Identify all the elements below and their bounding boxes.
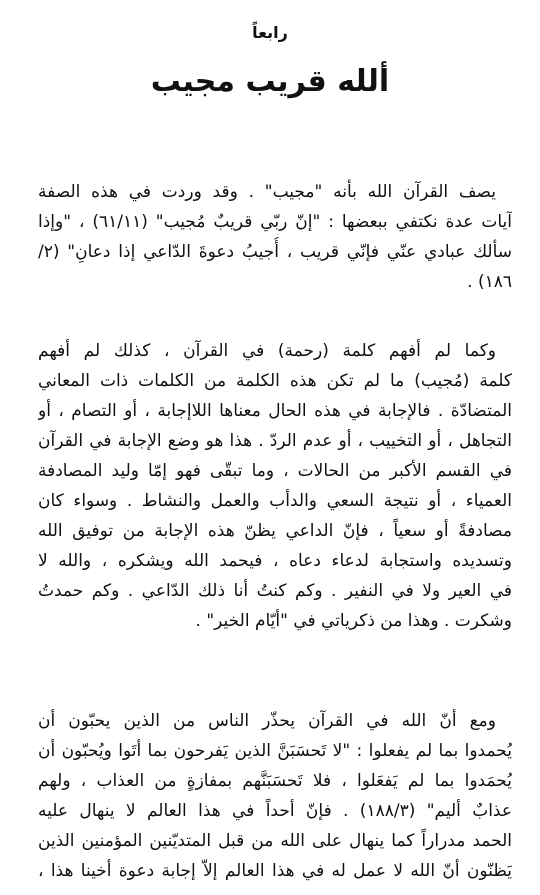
text-line: ومع أنّ الله في القرآن يحذّر الناس من الذين يحبّون أن (38, 711, 496, 731)
text-line: في القسم الأكبر من الحالات ، وما تبقّى فهو إمّا وليد المصادفة (38, 461, 512, 481)
text-line: وشكرت . وهذا من ذكرياتي في "أيّام الخير" . (195, 611, 512, 631)
text-line: وكما لم أفهم كلمة (رحمة) في القرآن ، كذلك لم أفهم (38, 341, 496, 361)
paragraph-2 (38, 336, 512, 636)
text-line: يُحمَدوا بما لم يَفعَلوا ، فلا تَحسَبَنَّهم بمفازةٍ من العذاب ، ولهم (38, 771, 512, 791)
text-line: ١٨٦) . (467, 272, 512, 292)
text-line: يُحمدوا بما لم يفعلوا : "لا تَحسَبَنَّ الذين يَفرحون بما أتَوا ويُحبّون أن (38, 741, 512, 761)
text-line: العمياء ، أو نتيجة السعي والدأب والعمل والنشاط . وسواء كان (38, 491, 512, 511)
chapter-title: ألله قريب مجيب (150, 64, 390, 99)
text-line: كلمة (مُجيب) ما لم تكن هذه الكلمة من الكلمات ذات المعاني (38, 371, 512, 391)
text-line: آيات عدة نكتفي ببعضها : "إنّ ربّي قريبٌ مُجيب" (٦١/١١) ، "وإذا (38, 212, 512, 232)
text-line: وتسديده واستجابة لدعاء دعاه ، فيحمد الله ويشكره ، والله لا (38, 551, 512, 571)
text-line: يصف القرآن الله بأنه "مجيب" . وقد وردت في هذه الصفة (38, 182, 496, 202)
text-line: سألك عبادي عنّي فإنّي قريب ، أُجيبُ دعوةَ الدّاعي إذا دعانِ" (٢/ (38, 242, 512, 262)
chapter-label: رابعاً (252, 23, 288, 42)
paragraph-3 (38, 706, 512, 886)
text-line: المتضادّة . فالإجابة في هذه الحال معناها اللاإجابة ، أو التصام ، أو (38, 401, 512, 421)
text-line: التجاهل ، أو التخييب ، أو عدم الردّ . هذا هو وضع الإجابة في القرآن (38, 431, 512, 451)
text-line: في العير ولا في النفير . وكم كنتُ أنا ذلك الدّاعي . وكم حمدتُ (38, 581, 512, 601)
text-line: عذابٌ أليم" (١٨٨/٣) . فإنّ أحداً في هذا العالم لا ينهال عليه (38, 801, 512, 821)
text-line: الحمد مدراراً كما ينهال على الله من قبل المتديّنين المؤمنين الذين (38, 831, 512, 851)
text-line: مصادفةً أو سعياً ، فإنّ الداعي يظنّ هذه الإجابة من توفيق الله (38, 521, 512, 541)
text-line: يَظنّون أنّ الله لا عمل له في هذا العالم إلاّ إجابة دعوة أخينا هذا ، (38, 861, 512, 881)
paragraph-1 (38, 177, 512, 297)
